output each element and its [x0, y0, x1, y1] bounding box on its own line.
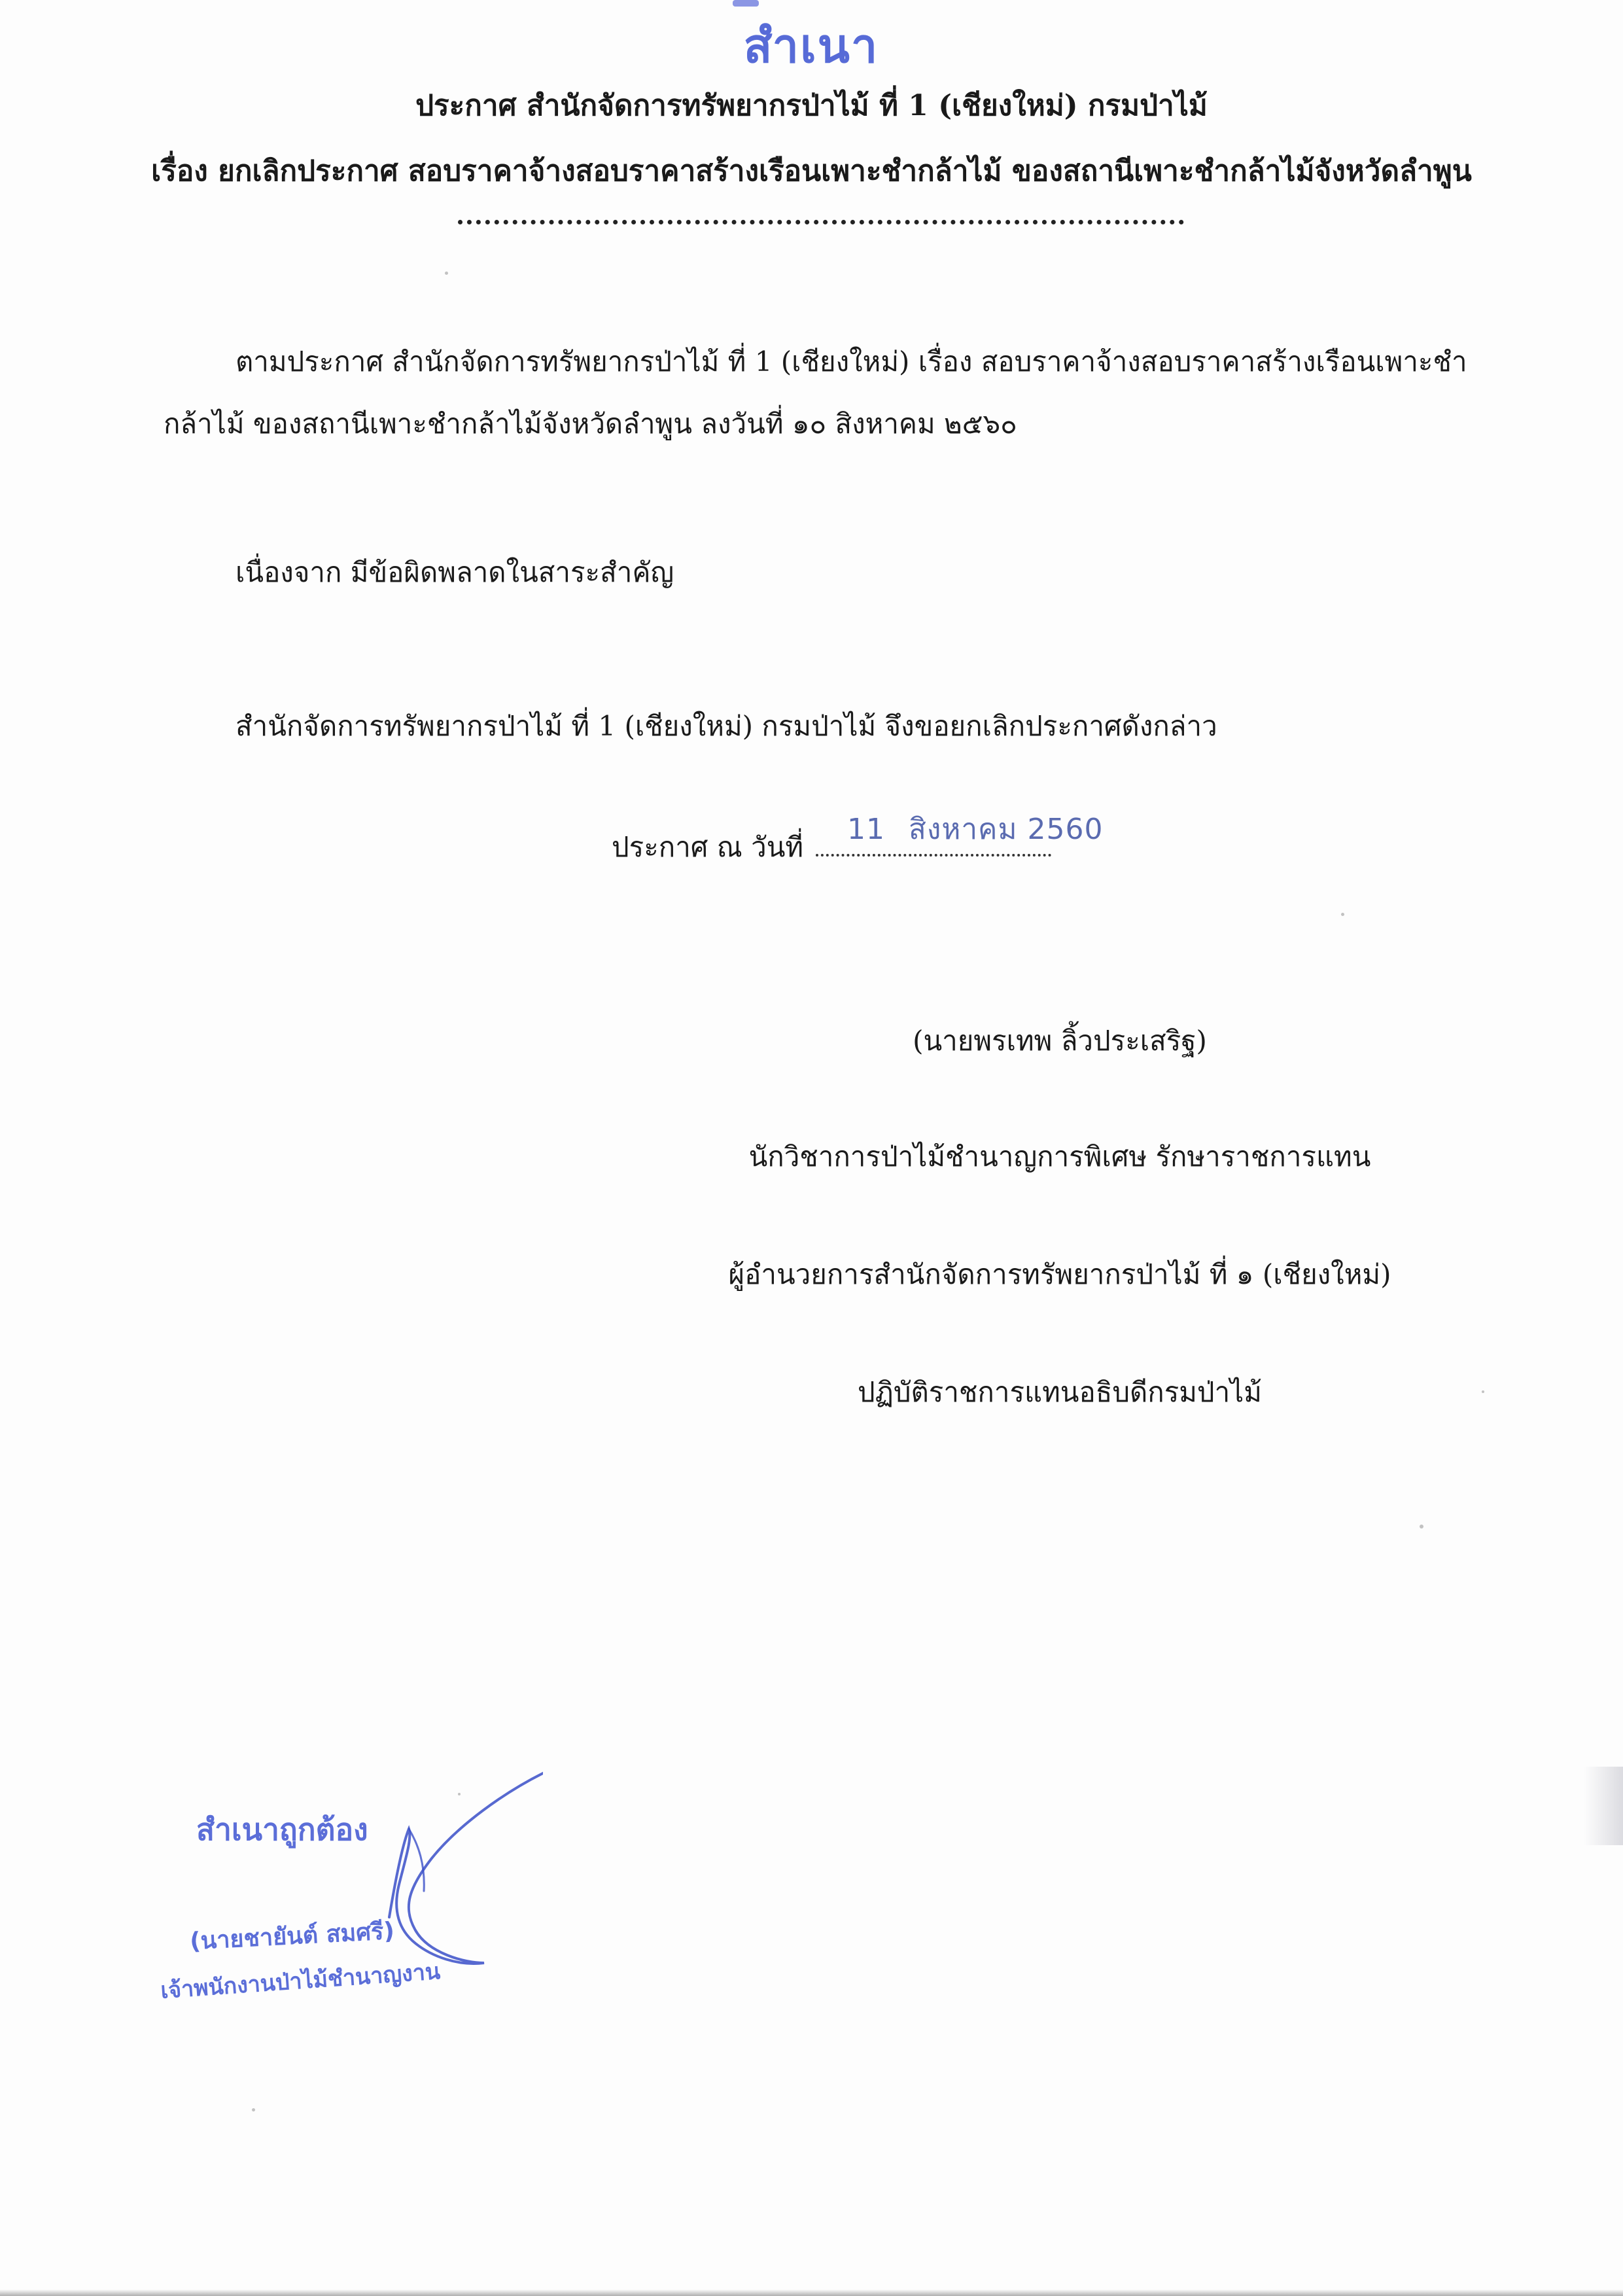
paragraph-reason: เนื่องจาก มีข้อผิดพลาดในสาระสำคัญ [236, 556, 674, 588]
handwritten-date [847, 806, 1103, 852]
signatory-position-2: ผู้อำนวยการสำนักจัดการทรัพยากรป่าไม้ ที่ ๑ (เชียงใหม่) [728, 1258, 1391, 1290]
signatory-position-1: นักวิชาการป่าไม้ชำนาญการพิเศษ รักษาราชการแทน [748, 1140, 1371, 1173]
copy-stamp-header: สำเนา [743, 18, 879, 73]
certified-copy-label: สำเนาถูกต้อง [196, 1812, 368, 1847]
paragraph-cancellation: สำนักจัดการทรัพยากรป่าไม้ ที่ 1 (เชียงใหม่) กรมป่าไม้ จึงขอยกเลิกประกาศดังกล่าว [236, 710, 1217, 742]
certifier-position: เจ้าพนักงานป่าไม้ชำนาญงาน [160, 1958, 442, 2004]
certifier-name: (นายชายันต์ สมศรี) [189, 1917, 395, 1956]
scan-speck [252, 2108, 255, 2111]
certified-copy-stamp [150, 1767, 517, 2048]
paragraph-reference-line-1: ตามประกาศ สำนักจัดการทรัพยากรป่าไม้ ที่ 1 (เชียงใหม่) เรื่อง สอบราคาจ้างสอบราคาสร้างเรือนเพาะชำ [236, 345, 1467, 378]
scan-bottom-edge [0, 2289, 1623, 2296]
scan-edge-shadow [1584, 1767, 1623, 1845]
scan-speck [458, 1793, 461, 1795]
date-day: 11 [847, 813, 885, 846]
scan-speck [1341, 913, 1344, 916]
announcement-title: ประกาศ สำนักจัดการทรัพยากรป่าไม้ ที่ 1 (เชียงใหม่) กรมป่าไม้ [415, 89, 1208, 122]
date-year: 2560 [1027, 813, 1104, 846]
signatory-position-3: ปฏิบัติราชการแทนอธิบดีกรมป่าไม้ [857, 1376, 1262, 1408]
handwritten-signature [268, 1767, 543, 1983]
scan-speck [1420, 1525, 1423, 1528]
date-month: สิงหาคม [909, 813, 1018, 846]
signatory-name: (นายพรเทพ ลิ้วประเสริฐ) [913, 1025, 1207, 1057]
scan-speck [445, 272, 448, 275]
paragraph-reference-line-2: กล้าไม้ ของสถานีเพาะชำกล้าไม้จังหวัดลำพูน ลงวันที่ ๑๐ สิงหาคม ๒๕๖๐ [164, 408, 1017, 440]
announcement-date-label: ประกาศ ณ วันที่ [612, 831, 804, 863]
scan-speck [1482, 1390, 1484, 1393]
stamp-mark [733, 0, 759, 7]
announcement-subject: เรื่อง ยกเลิกประกาศ สอบราคาจ้างสอบราคาสร้างเรือนเพาะชำกล้าไม้ ของสถานีเพาะชำกล้าไม้จังหวัดลำพูน [151, 154, 1472, 188]
title-divider [458, 220, 1184, 224]
